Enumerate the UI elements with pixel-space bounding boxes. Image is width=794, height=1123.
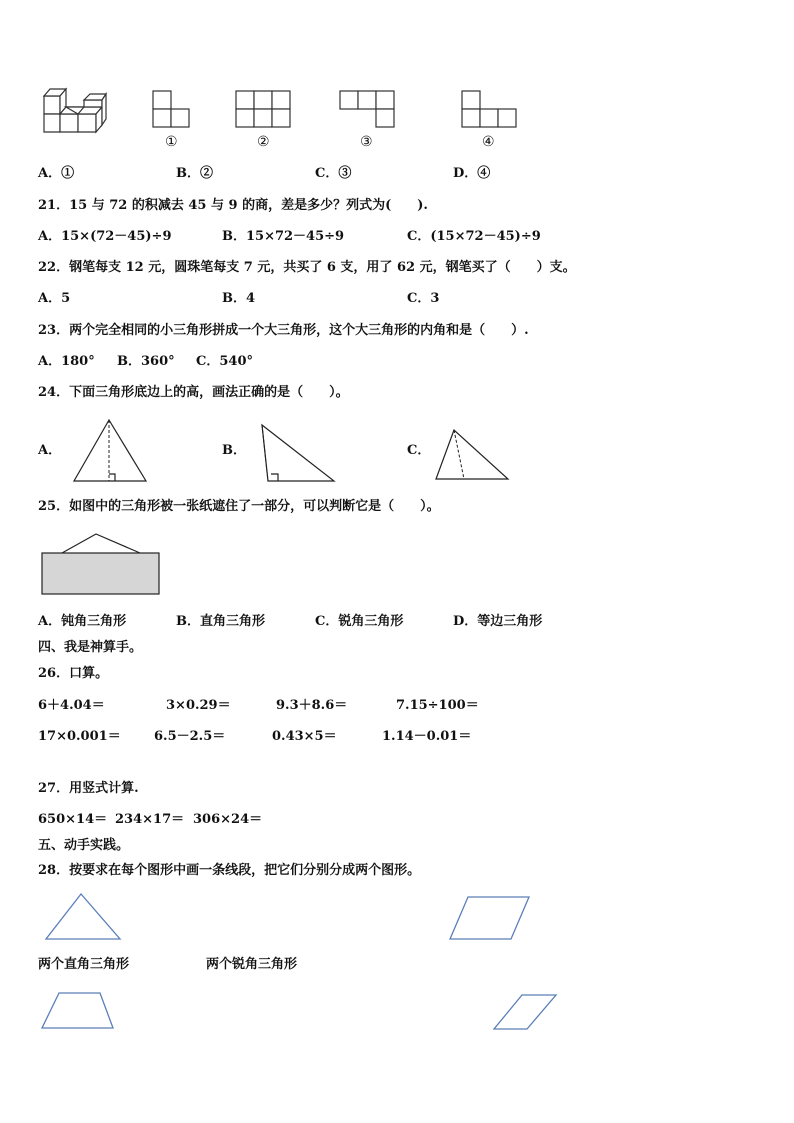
q28-caption-2: 两个锐角三角形 — [206, 957, 298, 972]
view-label-3: ③ — [360, 134, 373, 150]
q22-option-a: A．5 — [38, 291, 71, 306]
q28-small-parallelogram-figure — [492, 992, 562, 1032]
q20-option-a-value: ① — [61, 166, 75, 181]
q27-item: 650×14＝ — [38, 812, 108, 827]
q26-item: 6＋4.04＝ — [38, 698, 105, 713]
q26-text: 26．口算。 — [38, 666, 109, 681]
q22-option-b: B．4 — [222, 291, 256, 306]
q20-option-b-letter: B． — [176, 166, 200, 181]
q24-text: 24．下面三角形底边上的高，画法正确的是（ ）。 — [38, 385, 349, 400]
q21-option-c: C．(15×72－45)÷9 — [407, 229, 541, 244]
q26-item: 6.5－2.5＝ — [154, 729, 226, 744]
q28-parallelogram-figure — [448, 894, 533, 942]
q23-text: 23．两个完全相同的小三角形拼成一个大三角形，这个大三角形的内角和是（ ）. — [38, 323, 529, 338]
q25-option-c: C．锐角三角形 — [315, 614, 404, 629]
q22-option-c: C．3 — [407, 291, 440, 306]
q24-option-b: B． — [222, 443, 246, 458]
q20-option-a — [38, 166, 74, 182]
triangle-option-b — [258, 423, 338, 483]
q25-option-a: A．钝角三角形 — [38, 614, 127, 629]
q25-option-d: D．等边三角形 — [453, 614, 543, 629]
q21-text: 21．15 与 72 的积减去 45 与 9 的商，差是多少？列式为( ). — [38, 198, 428, 213]
view-label-4: ④ — [482, 134, 495, 150]
q21-option-a: A．15×(72－45)÷9 — [38, 229, 172, 244]
q20-option-d-value: ④ — [477, 166, 491, 181]
q26-item: 9.3＋8.6＝ — [276, 698, 348, 713]
q23-option-b: B．360° — [117, 354, 175, 369]
q26-item: 17×0.001＝ — [38, 729, 121, 744]
q28-caption-1: 两个直角三角形 — [38, 957, 130, 972]
q23-option-a: A．180° — [38, 354, 95, 369]
section-4-heading: 四、我是神算手。 — [38, 640, 143, 655]
q28-trapezoid-figure — [40, 990, 120, 1032]
q20-option-d — [453, 166, 490, 182]
covered-triangle-figure — [40, 532, 165, 602]
view-label-2: ② — [257, 134, 270, 150]
view-label-1: ① — [165, 134, 178, 150]
q25-text: 25．如图中的三角形被一张纸遮住了一部分，可以判断它是（ ）。 — [38, 499, 440, 514]
q20-option-b-value: ② — [200, 166, 214, 181]
q20-option-c — [315, 166, 351, 182]
view-figure-1 — [152, 90, 192, 130]
q23-option-c: C．540° — [196, 354, 253, 369]
q21-option-b: B．15×72－45÷9 — [222, 229, 345, 244]
q25-option-b: B．直角三角形 — [176, 614, 265, 629]
q28-text: 28．按要求在每个图形中画一条线段，把它们分别分成两个图形。 — [38, 863, 421, 878]
triangle-option-a — [72, 418, 152, 483]
q22-text: 22．钢笔每支 12 元，圆珠笔每支 7 元，共买了 6 支，用了 62 元，钢笔买了（ ）支。 — [38, 260, 576, 275]
q26-item: 1.14－0.01＝ — [382, 729, 472, 744]
q28-triangle-figure — [44, 892, 124, 942]
q20-option-c-letter: C． — [315, 166, 339, 181]
section-5-heading: 五、动手实践。 — [38, 838, 130, 853]
q26-item: 3×0.29＝ — [166, 698, 231, 713]
cube-stack-figure — [40, 84, 110, 136]
q24-option-c: C． — [407, 443, 431, 458]
q26-item: 7.15÷100＝ — [396, 698, 479, 713]
q26-item: 0.43×5＝ — [272, 729, 337, 744]
q27-text: 27．用竖式计算. — [38, 781, 139, 796]
view-figure-2 — [235, 90, 295, 130]
q27-item: 306×24＝ — [193, 812, 263, 827]
q20-option-c-value: ③ — [338, 166, 352, 181]
view-figure-4 — [461, 90, 521, 130]
triangle-option-c — [434, 428, 514, 483]
view-figure-3 — [339, 90, 399, 130]
q27-item: 234×17＝ — [115, 812, 185, 827]
q20-option-d-letter: D． — [453, 166, 478, 181]
q20-option-b — [176, 166, 213, 182]
q24-option-a: A． — [38, 443, 62, 458]
q20-option-a-letter: A． — [38, 166, 62, 181]
